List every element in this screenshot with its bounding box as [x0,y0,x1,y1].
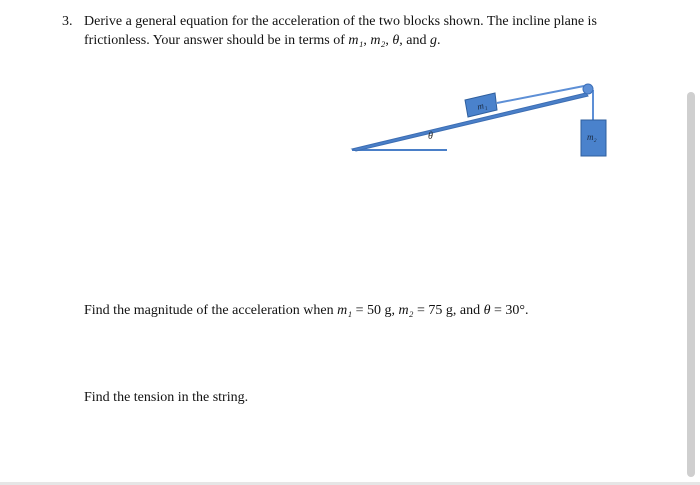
vertical-scrollbar[interactable] [687,92,695,477]
var-m2: m₂ [398,303,414,318]
var-theta: θ [483,303,491,318]
var-m2: m₂ [370,33,386,48]
question-line-2-prefix: frictionless. Your answer should be in terms of [84,33,349,48]
question-number: 3. [62,14,73,29]
subquestion-1-prefix: Find the magnitude of the acceleration when [84,303,338,318]
period: . [437,33,441,48]
var-theta: θ [392,33,400,48]
var-m1: m₁ [348,33,364,48]
var-m1: m₁ [337,303,353,318]
value-m2: = 75 g, and [413,303,484,318]
block-m1-label: m₁ [476,99,488,112]
var-g: g [430,33,437,48]
value-m1: = 50 g, [352,303,399,318]
angle-theta-label: θ [428,131,433,142]
block-m2-label: m₂ [587,132,597,142]
comma: , [363,33,371,48]
comma: , [385,33,393,48]
and-text: , and [399,33,430,48]
question-line-1: Derive a general equation for the acceleration of the two blocks shown. The incline plane is [84,14,597,29]
subquestion-tension: Find the tension in the string. [84,390,249,405]
value-theta: = 30°. [490,303,529,318]
subquestion-acceleration [84,303,528,319]
pulley-icon [583,84,593,94]
